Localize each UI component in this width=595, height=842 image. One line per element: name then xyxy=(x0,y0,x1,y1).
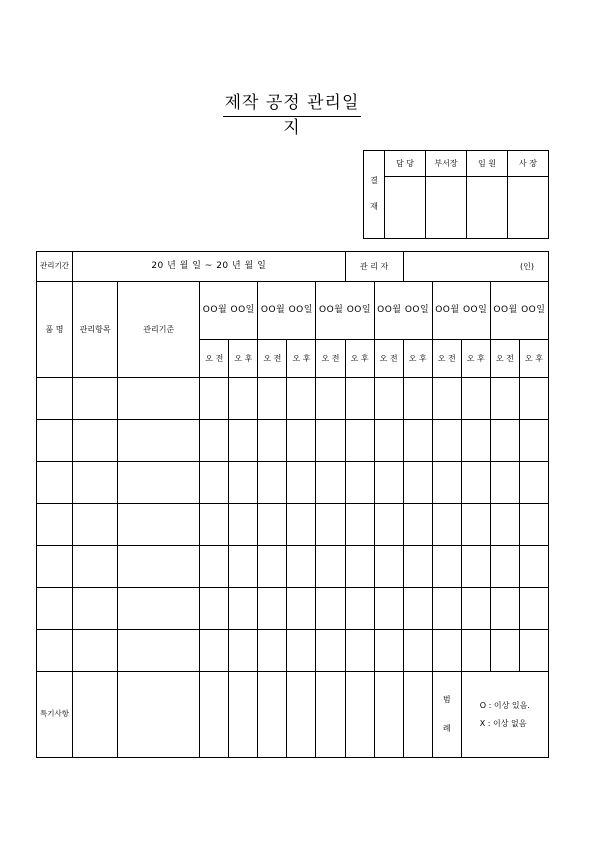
entry-cell[interactable] xyxy=(118,630,200,672)
remarks-cell[interactable] xyxy=(374,672,403,758)
entry-cell[interactable] xyxy=(432,462,461,504)
remarks-cell[interactable] xyxy=(229,672,258,758)
entry-cell[interactable] xyxy=(229,588,258,630)
entry-cell[interactable] xyxy=(432,588,461,630)
pm-label: 오 후 xyxy=(519,340,548,378)
entry-cell[interactable] xyxy=(403,462,432,504)
table-row xyxy=(37,630,549,672)
legend-ng: X : 이상 없음 xyxy=(479,718,527,728)
entry-cell[interactable] xyxy=(200,504,229,546)
entry-cell[interactable] xyxy=(374,420,403,462)
entry-cell[interactable] xyxy=(73,378,118,420)
table-row xyxy=(37,378,549,420)
entry-cell[interactable] xyxy=(37,588,73,630)
entry-cell[interactable] xyxy=(37,420,73,462)
remarks-cell[interactable] xyxy=(345,672,374,758)
date-header[interactable]: OO월 OO일 xyxy=(374,282,432,340)
entry-cell[interactable] xyxy=(200,546,229,588)
entry-cell[interactable] xyxy=(258,504,287,546)
entry-cell[interactable] xyxy=(287,420,316,462)
entry-cell[interactable] xyxy=(118,546,200,588)
entry-cell[interactable] xyxy=(519,546,548,588)
date-header[interactable]: OO월 OO일 xyxy=(258,282,316,340)
entry-cell[interactable] xyxy=(345,588,374,630)
entry-cell[interactable] xyxy=(345,420,374,462)
entry-cell[interactable] xyxy=(37,630,73,672)
process-log-table xyxy=(36,251,549,758)
entry-cell[interactable] xyxy=(316,462,345,504)
entry-cell[interactable] xyxy=(519,504,548,546)
date-header[interactable]: OO월 OO일 xyxy=(432,282,490,340)
approval-role: 임 원 xyxy=(467,151,508,177)
entry-cell[interactable] xyxy=(374,588,403,630)
entry-cell[interactable] xyxy=(118,462,200,504)
entry-cell[interactable] xyxy=(200,378,229,420)
entry-cell[interactable] xyxy=(229,546,258,588)
am-label: 오 전 xyxy=(200,340,229,378)
remarks-cell[interactable] xyxy=(73,672,118,758)
entry-cell[interactable] xyxy=(345,378,374,420)
entry-cell[interactable] xyxy=(461,420,490,462)
entry-cell[interactable] xyxy=(403,504,432,546)
remarks-cell[interactable] xyxy=(258,672,287,758)
entry-cell[interactable] xyxy=(200,588,229,630)
col-check-item: 관리항목 xyxy=(73,282,118,378)
entry-cell[interactable] xyxy=(258,378,287,420)
table-row xyxy=(37,504,549,546)
col-check-standard: 관리기준 xyxy=(118,282,200,378)
column-header-row xyxy=(37,282,549,340)
entry-cell[interactable] xyxy=(287,588,316,630)
manager-seal[interactable]: (인) xyxy=(403,252,548,282)
am-label: 오 전 xyxy=(374,340,403,378)
entry-cell[interactable] xyxy=(490,504,519,546)
signature-box[interactable] xyxy=(467,177,508,239)
remarks-cell[interactable] xyxy=(118,672,200,758)
entry-cell[interactable] xyxy=(258,420,287,462)
pm-label: 오 후 xyxy=(287,340,316,378)
remarks-cell[interactable] xyxy=(316,672,345,758)
entry-cell[interactable] xyxy=(287,504,316,546)
entry-cell[interactable] xyxy=(345,546,374,588)
entry-cell[interactable] xyxy=(374,504,403,546)
entry-cell[interactable] xyxy=(403,630,432,672)
entry-cell[interactable] xyxy=(258,546,287,588)
entry-cell[interactable] xyxy=(461,504,490,546)
date-header[interactable]: OO월 OO일 xyxy=(200,282,258,340)
entry-cell[interactable] xyxy=(432,504,461,546)
approval-role: 담 당 xyxy=(385,151,426,177)
entry-cell[interactable] xyxy=(461,630,490,672)
entry-cell[interactable] xyxy=(73,546,118,588)
entry-cell[interactable] xyxy=(432,546,461,588)
remarks-cell[interactable] xyxy=(403,672,432,758)
date-header[interactable]: OO월 OO일 xyxy=(316,282,374,340)
signature-box[interactable] xyxy=(385,177,426,239)
entry-cell[interactable] xyxy=(374,630,403,672)
entry-cell[interactable] xyxy=(258,630,287,672)
approval-table xyxy=(363,150,549,239)
legend-ok: O : 이상 있음. xyxy=(479,700,530,710)
entry-cell[interactable] xyxy=(461,588,490,630)
entry-cell[interactable] xyxy=(490,588,519,630)
entry-cell[interactable] xyxy=(345,630,374,672)
entry-cell[interactable] xyxy=(345,462,374,504)
entry-cell[interactable] xyxy=(73,420,118,462)
header-row xyxy=(37,252,549,282)
am-label: 오 전 xyxy=(432,340,461,378)
entry-cell[interactable] xyxy=(200,630,229,672)
entry-cell[interactable] xyxy=(519,462,548,504)
entry-cell[interactable] xyxy=(200,462,229,504)
entry-cell[interactable] xyxy=(432,378,461,420)
entry-cell[interactable] xyxy=(73,504,118,546)
entry-cell[interactable] xyxy=(461,378,490,420)
entry-cell[interactable] xyxy=(374,546,403,588)
entry-cell[interactable] xyxy=(229,378,258,420)
entry-cell[interactable] xyxy=(118,504,200,546)
entry-cell[interactable] xyxy=(200,420,229,462)
am-label: 오 전 xyxy=(258,340,287,378)
entry-cell[interactable] xyxy=(490,462,519,504)
entry-cell[interactable] xyxy=(229,504,258,546)
manager-label: 관 리 자 xyxy=(345,252,403,282)
entry-cell[interactable] xyxy=(461,546,490,588)
signature-box[interactable] xyxy=(426,177,467,239)
entry-cell[interactable] xyxy=(490,420,519,462)
page-title: 제작 공정 관리일지 xyxy=(224,93,360,138)
entry-cell[interactable] xyxy=(432,630,461,672)
entry-cell[interactable] xyxy=(229,462,258,504)
col-item-name: 품 명 xyxy=(37,282,73,378)
am-label: 오 전 xyxy=(490,340,519,378)
pm-label: 오 후 xyxy=(403,340,432,378)
entry-cell[interactable] xyxy=(287,630,316,672)
entry-cell[interactable] xyxy=(73,588,118,630)
legend-text xyxy=(461,672,548,758)
entry-cell[interactable] xyxy=(432,420,461,462)
entry-cell[interactable] xyxy=(316,588,345,630)
pm-label: 오 후 xyxy=(229,340,258,378)
entry-cell[interactable] xyxy=(73,630,118,672)
table-row xyxy=(37,462,549,504)
entry-cell[interactable] xyxy=(519,588,548,630)
entry-cell[interactable] xyxy=(519,378,548,420)
table-row xyxy=(37,588,549,630)
entry-cell[interactable] xyxy=(461,462,490,504)
entry-cell[interactable] xyxy=(345,504,374,546)
entry-cell[interactable] xyxy=(37,504,73,546)
entry-cell[interactable] xyxy=(403,378,432,420)
entry-cell[interactable] xyxy=(519,420,548,462)
approval-side-label: 결 재 xyxy=(364,151,385,239)
entry-cell[interactable] xyxy=(258,462,287,504)
period-label: 관리기간 xyxy=(37,252,73,282)
entry-cell[interactable] xyxy=(519,630,548,672)
entry-cell[interactable] xyxy=(316,630,345,672)
entry-cell[interactable] xyxy=(374,462,403,504)
entry-cell[interactable] xyxy=(258,588,287,630)
signature-box[interactable] xyxy=(508,177,549,239)
entry-cell[interactable] xyxy=(403,546,432,588)
pm-label: 오 후 xyxy=(345,340,374,378)
entry-cell[interactable] xyxy=(316,504,345,546)
pm-label: 오 후 xyxy=(461,340,490,378)
table-row xyxy=(37,546,549,588)
title-block xyxy=(223,84,361,138)
entry-cell[interactable] xyxy=(403,420,432,462)
remarks-cell[interactable] xyxy=(287,672,316,758)
entry-cell[interactable] xyxy=(37,378,73,420)
entry-cell[interactable] xyxy=(316,378,345,420)
entry-cell[interactable] xyxy=(287,462,316,504)
date-header[interactable]: OO월 OO일 xyxy=(490,282,548,340)
table-row xyxy=(37,420,549,462)
entry-cell[interactable] xyxy=(403,588,432,630)
entry-cell[interactable] xyxy=(316,546,345,588)
entry-cell[interactable] xyxy=(490,378,519,420)
entry-cell[interactable] xyxy=(374,378,403,420)
remarks-cell[interactable] xyxy=(200,672,229,758)
entry-cell[interactable] xyxy=(37,546,73,588)
remarks-label: 특기사항 xyxy=(37,672,73,758)
entry-cell[interactable] xyxy=(118,588,200,630)
period-value[interactable]: 20 년 월 일 ~ 20 년 월 일 xyxy=(73,252,346,282)
entry-cell[interactable] xyxy=(490,546,519,588)
entry-cell[interactable] xyxy=(118,420,200,462)
entry-cell[interactable] xyxy=(73,462,118,504)
entry-cell[interactable] xyxy=(316,420,345,462)
approval-role: 사 장 xyxy=(508,151,549,177)
entry-cell[interactable] xyxy=(287,378,316,420)
entry-cell[interactable] xyxy=(118,378,200,420)
entry-cell[interactable] xyxy=(229,630,258,672)
legend-label: 범 례 xyxy=(432,672,461,758)
data-rows xyxy=(37,378,549,672)
approval-role: 부서장 xyxy=(426,151,467,177)
title-underline xyxy=(223,116,361,117)
remarks-row xyxy=(37,672,549,758)
entry-cell[interactable] xyxy=(490,630,519,672)
entry-cell[interactable] xyxy=(287,546,316,588)
entry-cell[interactable] xyxy=(37,462,73,504)
entry-cell[interactable] xyxy=(229,420,258,462)
am-label: 오 전 xyxy=(316,340,345,378)
